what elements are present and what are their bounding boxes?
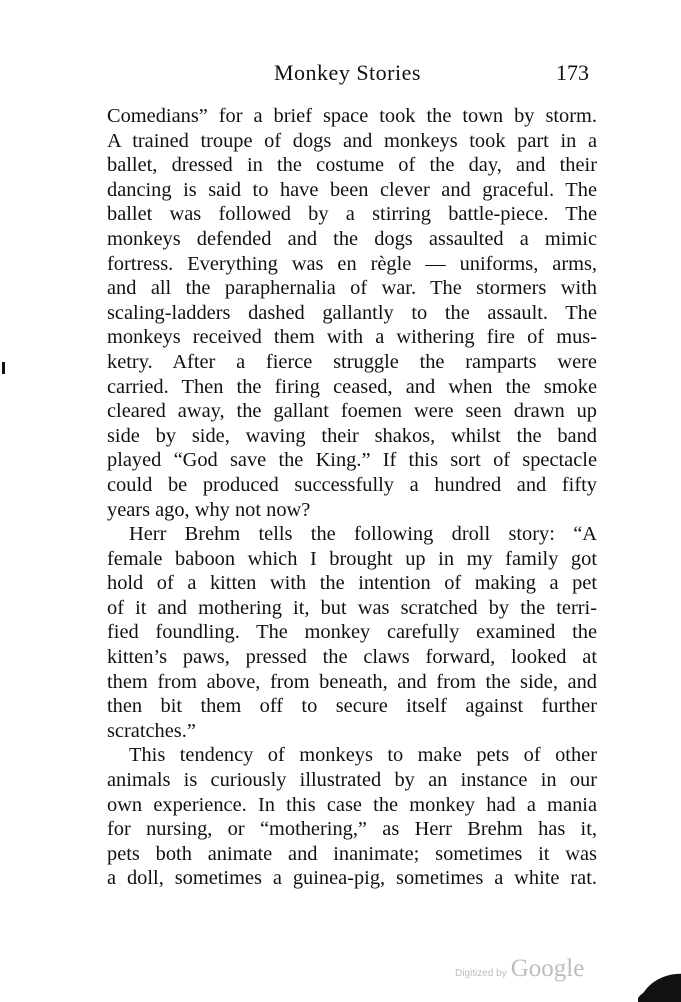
margin-mark xyxy=(2,362,5,374)
text-line: fortress. Everything was en règle — uniforms, arms, xyxy=(107,252,597,275)
text-line: played “God save the King.” If this sort of spectacle xyxy=(107,449,597,472)
digitized-by-google-watermark xyxy=(455,955,584,983)
text-line: animals is curiously illustrated by an instance in our xyxy=(107,769,597,792)
text-line: fied foundling. The monkey carefully examined the xyxy=(107,621,597,644)
text-line: pets both animate and inanimate; sometimes it was xyxy=(107,842,597,865)
page-corner-shadow xyxy=(638,962,681,1002)
text-line: Comedians” for a brief space took the town by storm. xyxy=(107,105,597,127)
text-line: side by side, waving their shakos, whilst the band xyxy=(107,424,597,447)
paragraph-3 xyxy=(107,743,597,891)
body-text xyxy=(107,104,597,891)
text-line: A trained troupe of dogs and monkeys took part in a xyxy=(107,129,597,152)
text-line: ketry. After a fierce struggle the ramparts were xyxy=(107,350,597,373)
text-line: scaling-ladders dashed gallantly to the assault. The xyxy=(107,301,597,324)
text-line: monkeys defended and the dogs assaulted a mimic xyxy=(107,227,597,250)
text-line: scratches.” xyxy=(107,719,196,742)
paragraph-2 xyxy=(107,522,597,743)
text-line: Herr Brehm tells the following droll story: “A xyxy=(129,523,597,546)
text-line: then bit them off to secure itself against further xyxy=(107,695,597,718)
text-line: years ago, why not now? xyxy=(107,498,311,521)
watermark-prefix: Digitized by xyxy=(455,968,507,979)
text-line: kitten’s paws, pressed the claws forward, looked at xyxy=(107,646,597,669)
text-line: cleared away, the gallant foemen were seen drawn up xyxy=(107,400,597,423)
text-line: dancing is said to have been clever and graceful. The xyxy=(107,178,597,201)
text-line: and all the paraphernalia of war. The stormers with xyxy=(107,277,597,300)
text-line: This tendency of monkeys to make pets of other xyxy=(129,744,597,767)
text-line: female baboon which I brought up in my family got xyxy=(107,547,597,570)
paragraph-1 xyxy=(107,104,597,522)
text-line: monkeys received them with a withering fire of mus- xyxy=(107,326,597,349)
text-line: a doll, sometimes a guinea-pig, sometimes a white rat. xyxy=(107,867,597,890)
page-number: 173 xyxy=(556,60,589,85)
text-line: carried. Then the firing ceased, and when the smoke xyxy=(107,375,597,398)
google-logo: Google xyxy=(510,955,585,982)
text-line: them from above, from beneath, and from the side, and xyxy=(107,670,597,693)
text-line: hold of a kitten with the intention of making a pet xyxy=(107,572,597,595)
text-line: could be produced successfully a hundred and fifty xyxy=(107,473,597,496)
text-line: for nursing, or “mothering,” as Herr Brehm has it, xyxy=(107,818,597,841)
running-header xyxy=(0,58,681,88)
text-line: ballet, dressed in the costume of the day, and their xyxy=(107,154,597,177)
text-line: ballet was followed by a stirring battle-piece. The xyxy=(107,203,597,226)
text-line: own experience. In this case the monkey had a mania xyxy=(107,793,597,816)
running-title: Monkey Stories xyxy=(274,60,421,85)
text-line: of it and mothering it, but was scratched by the terri- xyxy=(107,596,597,619)
